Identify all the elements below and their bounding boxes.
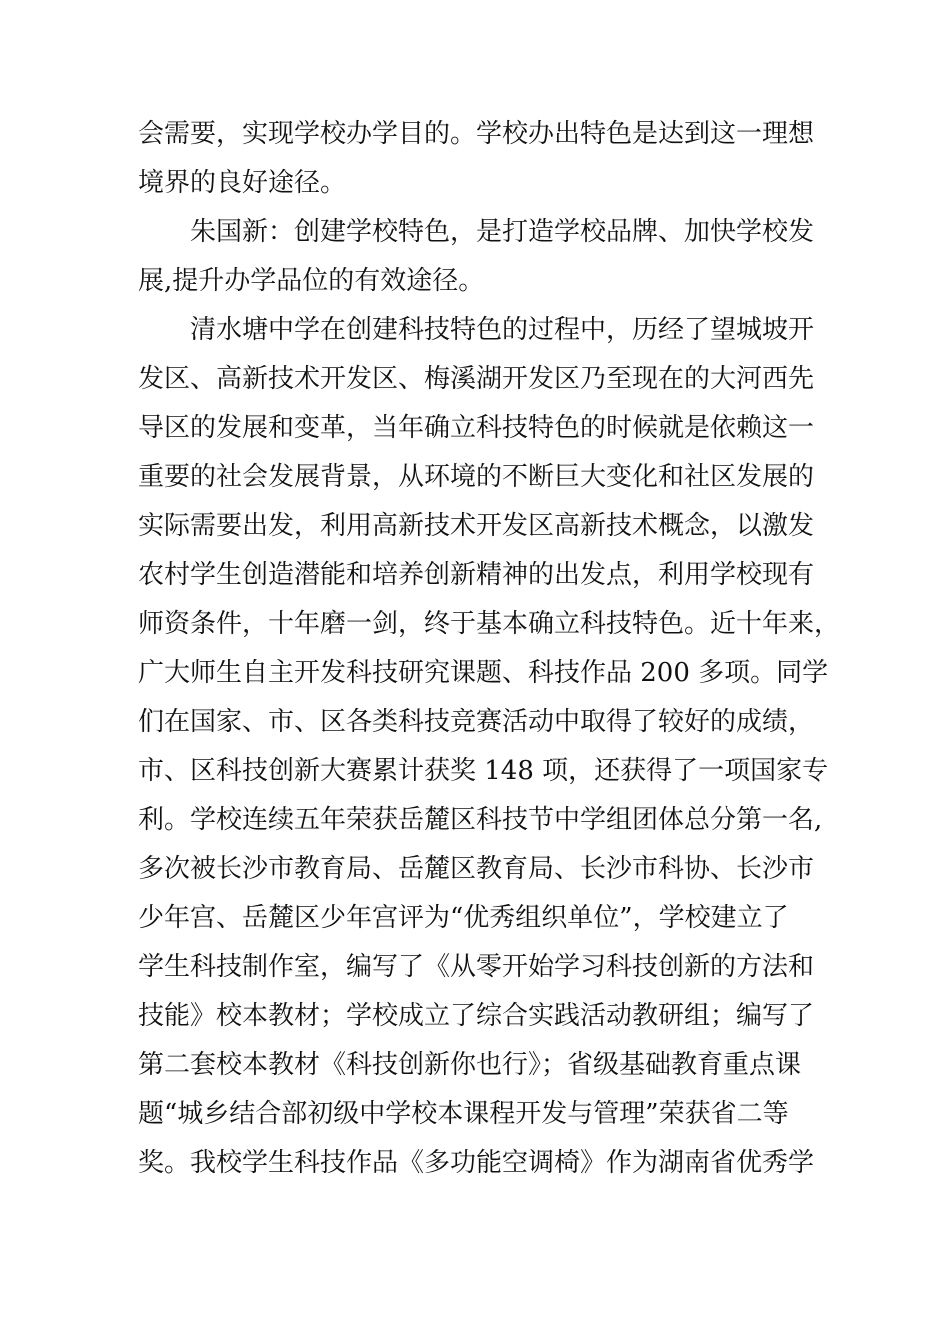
text-line: 学生科技制作室，编写了《从零开始学习科技创新的方法和 bbox=[138, 952, 815, 982]
document-body bbox=[138, 110, 841, 1188]
text-line: 展,提升办学品位的有效途径。 bbox=[138, 266, 485, 296]
text-line: 师资条件，十年磨一剑，终于基本确立科技特色。近十年来， bbox=[138, 609, 841, 639]
text-line: 技能》校本教材；学校成立了综合实践活动教研组；编写了 bbox=[138, 1001, 815, 1031]
text-line: 广大师生自主开发科技研究课题、科技作品 200 多项。同学 bbox=[138, 658, 829, 688]
text-line: 市、区科技创新大赛累计获奖 148 项，还获得了一项国家专 bbox=[138, 756, 829, 786]
paragraph-3 bbox=[138, 306, 841, 1188]
text-line: 重要的社会发展背景，从环境的不断巨大变化和社区发展的 bbox=[138, 462, 815, 492]
text-line: 们在国家、市、区各类科技竞赛活动中取得了较好的成绩， bbox=[138, 707, 815, 737]
text-line: 实际需要出发，利用高新技术开发区高新技术概念，以激发 bbox=[138, 511, 815, 541]
paragraph-1 bbox=[138, 110, 838, 208]
text-line: 奖。我校学生科技作品《多功能空调椅》作为湖南省优秀学 bbox=[138, 1148, 815, 1178]
text-line: 题“城乡结合部初级中学校本课程开发与管理”荣获省二等 bbox=[138, 1099, 789, 1129]
text-line: 导区的发展和变革，当年确立科技特色的时候就是依赖这一 bbox=[138, 413, 815, 443]
text-line: 农村学生创造潜能和培养创新精神的出发点，利用学校现有 bbox=[138, 560, 815, 590]
paragraph-2 bbox=[138, 208, 838, 306]
text-line: 会需要，实现学校办学目的。学校办出特色是达到这一理想 bbox=[138, 119, 815, 149]
text-line: 清水塘中学在创建科技特色的过程中，历经了望城坡开 bbox=[138, 315, 815, 345]
text-line: 少年宫、岳麓区少年宫评为“优秀组织单位”，学校建立了 bbox=[138, 903, 789, 933]
text-line: 利。学校连续五年荣获岳麓区科技节中学组团体总分第一名, bbox=[138, 805, 823, 835]
text-line: 境界的良好途径。 bbox=[138, 168, 347, 198]
text-line: 发区、高新技术开发区、梅溪湖开发区乃至现在的大河西先 bbox=[138, 364, 815, 394]
text-line: 朱国新：创建学校特色，是打造学校品牌、加快学校发 bbox=[138, 217, 815, 247]
text-line: 多次被长沙市教育局、岳麓区教育局、长沙市科协、长沙市 bbox=[138, 854, 815, 884]
text-line: 第二套校本教材《科技创新你也行》；省级基础教育重点课 bbox=[138, 1050, 802, 1080]
